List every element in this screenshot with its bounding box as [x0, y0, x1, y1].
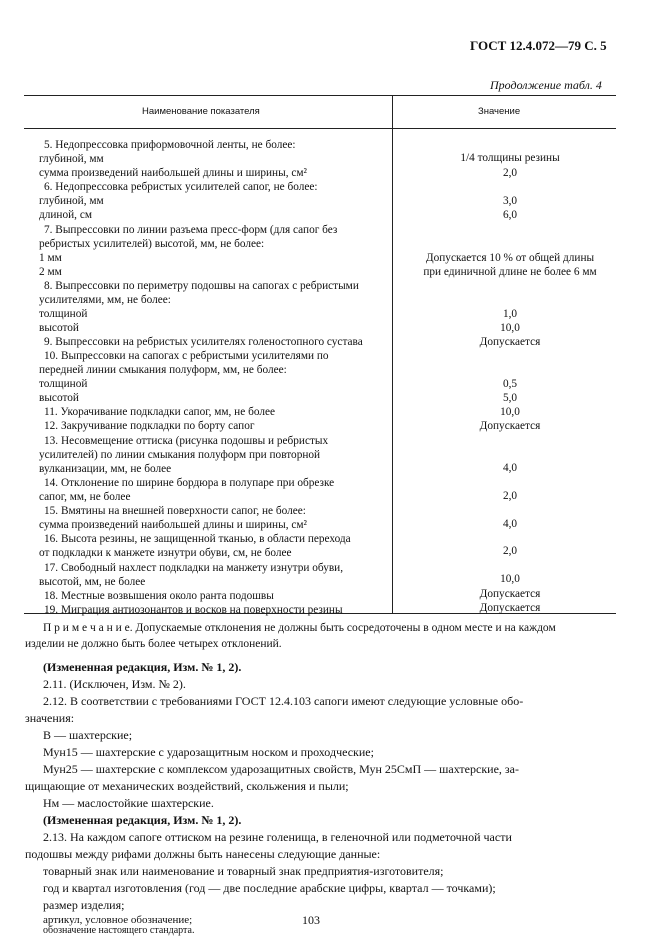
table-row: 16. Высота резины, не защищенной тканью, в области перехода — [44, 533, 351, 545]
table-row: высотой, мм, не более — [39, 576, 146, 588]
table-note: П р и м е ч а н и е. Допускаемые отклонения не должны быть сосредоточены в одном месте и на каждом — [43, 622, 556, 634]
body-paragraph: значения: — [25, 711, 75, 725]
table-value: Допускается — [479, 420, 541, 432]
body-paragraph: артикул, условное обозначение; — [43, 914, 193, 926]
table-row: 10. Выпрессовки на сапогах с ребристыми усилителями по — [44, 350, 329, 362]
table-value: 3,0 — [502, 195, 518, 207]
table-value: 6,0 — [502, 209, 518, 221]
table-value: 1/4 толщины резины — [460, 152, 560, 164]
table-value: 10,0 — [500, 573, 520, 585]
table-value: 2,0 — [502, 167, 518, 179]
table-row: передней линии смыкания полуформ, мм, не более: — [39, 364, 287, 376]
table-row: высотой — [39, 322, 79, 334]
table-row: толщиной — [39, 378, 88, 390]
body-paragraph: товарный знак или наименование и товарный знак предприятия-изготовителя; — [43, 864, 444, 878]
body-paragraph: (Измененная редакция, Изм. № 1, 2). — [43, 813, 242, 827]
table-row: сумма произведений наибольшей длины и ширины, см² — [39, 167, 307, 179]
body-paragraph: щищающие от механических воздействий, скольжения и пыли; — [25, 779, 349, 793]
body-paragraph: Мун25 — шахтерские с комплексом ударозащитных свойств, Мун 25СмП — шахтерские, за- — [43, 762, 519, 776]
table-row: от подкладки к манжете изнутри обуви, см, не более — [39, 547, 292, 559]
table-row: 8. Выпрессовки по периметру подошвы на сапогах с ребристыми — [44, 280, 359, 292]
table-row: вулканизации, мм, не более — [39, 463, 172, 475]
table-value: Допускается — [479, 336, 541, 348]
page-number: 103 — [302, 913, 320, 927]
column-header-value: Значение — [478, 106, 521, 117]
table-value: 4,0 — [502, 518, 518, 530]
body-paragraph: (Измененная редакция, Изм. № 1, 2). — [43, 660, 242, 674]
table-value: 0,5 — [502, 378, 518, 390]
body-paragraph: В — шахтерские; — [43, 728, 133, 742]
table-value: Допускается — [479, 602, 541, 614]
body-paragraph: обозначение настоящего стандарта. — [43, 925, 195, 936]
table-value: 2,0 — [502, 545, 518, 557]
body-paragraph: размер изделия; — [43, 898, 125, 912]
table-row: 14. Отклонение по ширине бордюра в полупаре при обрезке — [44, 477, 335, 489]
table-row: 6. Недопрессовка ребристых усилителей сапог, не более: — [44, 181, 318, 193]
table-value: 4,0 — [502, 462, 518, 474]
table-row: 9. Выпрессовки на ребристых усилителях голеностопного сустава — [44, 336, 363, 348]
table-top-rule — [24, 95, 616, 96]
table-column-divider — [392, 95, 393, 613]
table-row: сапог, мм, не более — [39, 491, 131, 503]
table-row: 15. Вмятины на внешней поверхности сапог, не более: — [44, 505, 306, 517]
table-row: 7. Выпрессовки по линии разъема пресс-форм (для сапог без — [44, 224, 338, 236]
body-paragraph: год и квартал изготовления (год — две последние арабские цифры, квартал — точками); — [43, 881, 496, 895]
table-row: 13. Несовмещение оттиска (рисунка подошвы и ребристых — [44, 435, 329, 447]
table-note-continued: изделии не должно быть более четырех отклонений. — [25, 638, 282, 650]
table-value: Допускается — [479, 588, 541, 600]
column-header-name: Наименование показателя — [142, 106, 260, 117]
body-paragraph: 2.13. На каждом сапоге оттиском на резине голенища, в геленочной или подметочной части — [43, 830, 512, 844]
table-value: Допускается 10 % от общей длины — [425, 252, 595, 264]
table-row: глубиной, мм — [39, 195, 104, 207]
table-row: 19. Миграция антиозонантов и восков на поверхности резины — [44, 604, 343, 616]
table-value: 5,0 — [502, 392, 518, 404]
table-row: сумма произведений наибольшей длины и ширины, см² — [39, 519, 307, 531]
table-row: 11. Укорачивание подкладки сапог, мм, не более — [44, 406, 275, 418]
table-row: 17. Свободный нахлест подкладки на манжету изнутри обуви, — [44, 562, 344, 574]
table-row: 1 мм — [39, 252, 62, 264]
body-paragraph: подошвы между рифами должны быть нанесены следующие данные: — [25, 847, 381, 861]
table-continuation: Продолжение табл. 4 — [490, 78, 602, 92]
table-row: ребристых усилителей) высотой, мм, не более: — [39, 238, 265, 250]
table-value: 2,0 — [502, 490, 518, 502]
table-row: усилителей) по линии смыкания полуформ при повторной — [39, 449, 321, 461]
table-value: 1,0 — [502, 308, 518, 320]
body-paragraph: Нм — маслостойкие шахтерские. — [43, 796, 214, 810]
body-paragraph: 2.12. В соответствии с требованиями ГОСТ 12.4.103 сапоги имеют следующие условные обо- — [43, 694, 524, 708]
body-paragraph: Мун15 — шахтерские с ударозащитным носком и проходческие; — [43, 745, 374, 759]
table-row: высотой — [39, 392, 79, 404]
table-value: 10,0 — [500, 406, 520, 418]
table-row: глубиной, мм — [39, 153, 104, 165]
body-paragraph — [43, 677, 186, 692]
table-row: 5. Недопрессовка приформовочной ленты, не более: — [44, 139, 296, 151]
table-row: 18. Местные возвышения около ранта подошвы — [44, 590, 274, 602]
table-row: 2 мм — [39, 266, 62, 278]
clause-number: 2.11. (Исключен, Изм. № 2). — [43, 677, 186, 691]
table-row: толщиной — [39, 308, 88, 320]
table-header-rule — [24, 128, 616, 129]
header-title: ГОСТ 12.4.072—79 С. 5 — [470, 38, 607, 53]
table-value: 10,0 — [500, 322, 520, 334]
table-row: 12. Закручивание подкладки по борту сапог — [44, 420, 255, 432]
table-row: длиной, см — [39, 209, 92, 221]
table-row: усилителями, мм, не более: — [39, 294, 171, 306]
table-value: при единичной длине не более 6 мм — [423, 266, 597, 278]
